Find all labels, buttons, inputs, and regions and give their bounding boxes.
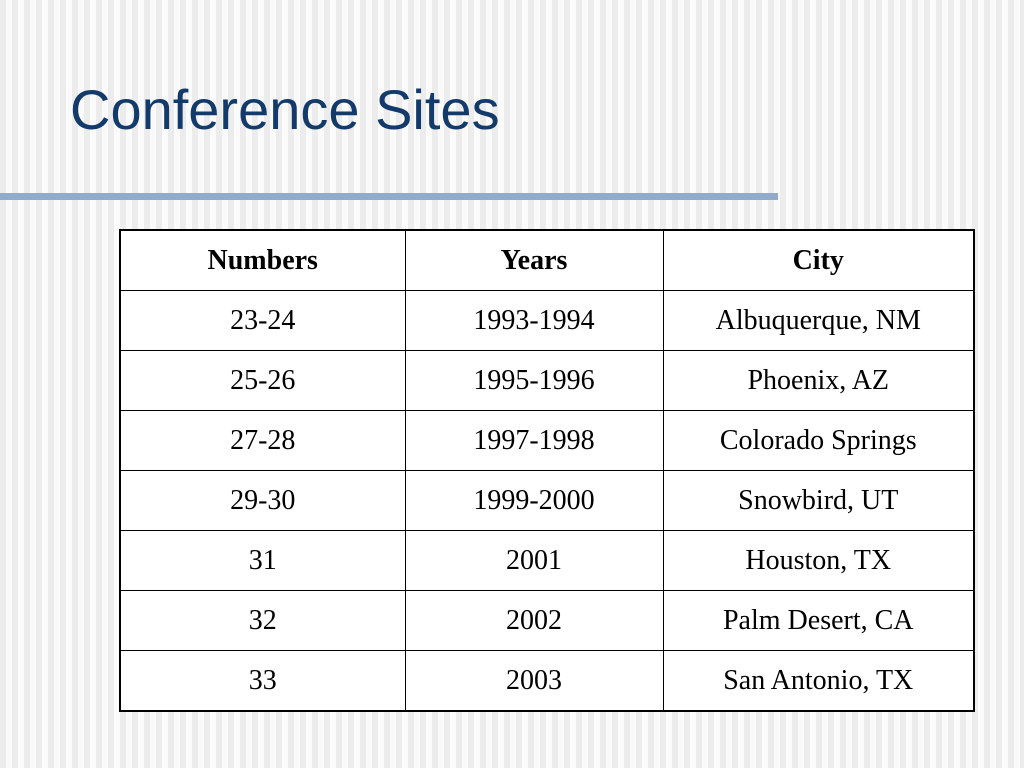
cell-numbers: 27-28: [120, 411, 405, 471]
cell-numbers: 29-30: [120, 471, 405, 531]
header-city: City: [663, 230, 974, 291]
table-header-row: [120, 230, 974, 291]
cell-numbers: 31: [120, 531, 405, 591]
cell-city: Palm Desert, CA: [663, 591, 974, 651]
cell-city: Phoenix, AZ: [663, 351, 974, 411]
table-row: [120, 291, 974, 351]
cell-years: 1997-1998: [405, 411, 663, 471]
cell-years: 2001: [405, 531, 663, 591]
table-row: [120, 351, 974, 411]
header-years: Years: [405, 230, 663, 291]
cell-years: 1993-1994: [405, 291, 663, 351]
cell-city: San Antonio, TX: [663, 651, 974, 712]
slide-title: Conference Sites: [70, 78, 500, 141]
table-row: [120, 471, 974, 531]
cell-city: Houston, TX: [663, 531, 974, 591]
cell-numbers: 32: [120, 591, 405, 651]
table-row: [120, 411, 974, 471]
conference-sites-table: [119, 229, 975, 712]
title-divider: [0, 193, 778, 200]
cell-years: 1995-1996: [405, 351, 663, 411]
cell-city: Colorado Springs: [663, 411, 974, 471]
cell-numbers: 23-24: [120, 291, 405, 351]
cell-numbers: 33: [120, 651, 405, 712]
cell-city: Albuquerque, NM: [663, 291, 974, 351]
header-numbers: Numbers: [120, 230, 405, 291]
cell-numbers: 25-26: [120, 351, 405, 411]
table-row: [120, 651, 974, 712]
cell-years: 2002: [405, 591, 663, 651]
table-row: [120, 591, 974, 651]
cell-years: 1999-2000: [405, 471, 663, 531]
cell-city: Snowbird, UT: [663, 471, 974, 531]
cell-years: 2003: [405, 651, 663, 712]
table-row: [120, 531, 974, 591]
